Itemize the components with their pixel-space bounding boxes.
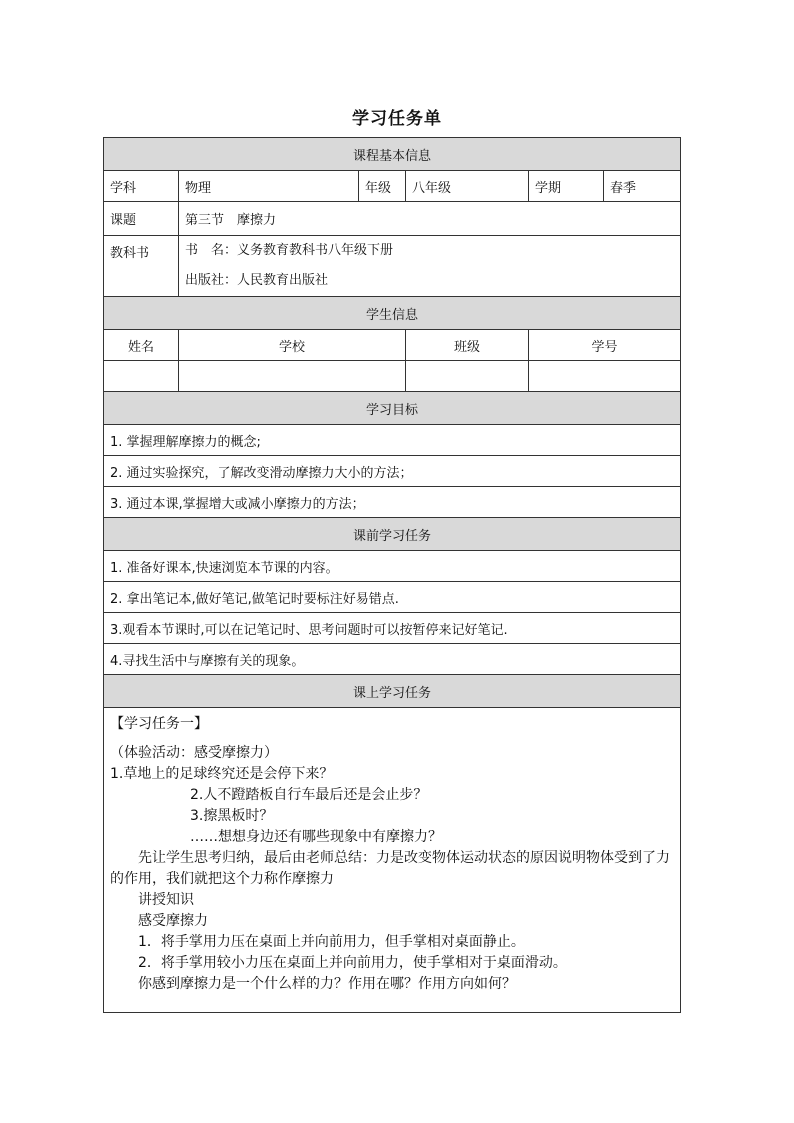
pre-class-row bbox=[104, 582, 681, 613]
pre-class-row bbox=[104, 551, 681, 582]
task-title: 【学习任务一】 bbox=[110, 716, 208, 732]
question-1: 1.草地上的足球终究还是会停下来？ bbox=[110, 766, 334, 782]
question-2: 2.人不蹬踏板自行车最后还是会止步？ bbox=[190, 787, 428, 803]
goal-row bbox=[104, 425, 681, 456]
topic-row bbox=[104, 202, 681, 236]
step-1: 1．将手掌用力压在桌面上并向前用力，但手掌相对桌面静止。 bbox=[138, 934, 525, 950]
textbook-name: 书 名：义务教育教科书八年级下册 bbox=[185, 243, 394, 258]
pre-class-item: 4.寻找生活中与摩擦有关的现象。 bbox=[104, 644, 681, 675]
student-input-row bbox=[104, 361, 681, 392]
summary-paragraph: 先让学生思考归纳，最后由老师总结：力是改变物体运动状态的原因说明物体受到了力的作用，我们就把这个力称作摩擦力 bbox=[110, 850, 670, 887]
pre-class-header: 课前学习任务 bbox=[104, 518, 681, 551]
name-column-header: 姓名 bbox=[104, 330, 179, 361]
course-info-header-row bbox=[104, 138, 681, 171]
topic-value: 第三节 摩擦力 bbox=[179, 202, 681, 236]
grade-label: 年级 bbox=[359, 171, 406, 202]
subject-label: 学科 bbox=[104, 171, 179, 202]
textbook-row bbox=[104, 236, 681, 297]
textbook-info bbox=[179, 236, 681, 297]
activity-label: （体验活动：感受摩擦力） bbox=[110, 745, 278, 761]
topic-label: 课题 bbox=[104, 202, 179, 236]
student-id-column-header: 学号 bbox=[529, 330, 681, 361]
subject-value: 物理 bbox=[179, 171, 359, 202]
document-title: 学习任务单 bbox=[352, 109, 442, 129]
goals-header: 学习目标 bbox=[104, 392, 681, 425]
pre-class-header-row bbox=[104, 518, 681, 551]
term-label: 学期 bbox=[529, 171, 604, 202]
subject-row bbox=[104, 171, 681, 202]
term-value: 春季 bbox=[604, 171, 681, 202]
school-column-header: 学校 bbox=[179, 330, 406, 361]
goal-item: 1. 掌握理解摩擦力的概念; bbox=[104, 425, 681, 456]
step-2: 2．将手掌用较小力压在桌面上并向前用力，使手掌相对于桌面滑动。 bbox=[138, 955, 567, 971]
name-cell[interactable] bbox=[104, 361, 179, 392]
goals-header-row bbox=[104, 392, 681, 425]
question-4: ……想想身边还有哪些现象中有摩擦力？ bbox=[190, 829, 442, 845]
student-info-header-row bbox=[104, 297, 681, 330]
textbook-publisher: 出版社：人民教育出版社 bbox=[185, 273, 329, 288]
goal-row bbox=[104, 487, 681, 518]
student-id-cell[interactable] bbox=[529, 361, 681, 392]
in-class-content bbox=[104, 708, 681, 1013]
school-cell[interactable] bbox=[179, 361, 406, 392]
question-3: 3.擦黑板时？ bbox=[190, 808, 274, 824]
feel-label: 感受摩擦力 bbox=[138, 913, 208, 929]
pre-class-row bbox=[104, 644, 681, 675]
grade-value: 八年级 bbox=[406, 171, 529, 202]
class-column-header: 班级 bbox=[406, 330, 529, 361]
in-class-header: 课上学习任务 bbox=[104, 675, 681, 708]
task-sheet-table bbox=[103, 137, 681, 1013]
pre-class-item: 2. 拿出笔记本,做好笔记,做笔记时要标注好易错点. bbox=[104, 582, 681, 613]
goal-row bbox=[104, 456, 681, 487]
reflection-question: 你感到摩擦力是一个什么样的力？作用在哪？作用方向如何？ bbox=[138, 976, 516, 992]
goal-item: 2. 通过实验探究，了解改变滑动摩擦力大小的方法； bbox=[104, 456, 681, 487]
student-info-header: 学生信息 bbox=[104, 297, 681, 330]
student-columns-row bbox=[104, 330, 681, 361]
pre-class-item: 3.观看本节课时,可以在记笔记时、思考问题时可以按暂停来记好笔记. bbox=[104, 613, 681, 644]
in-class-header-row bbox=[104, 675, 681, 708]
pre-class-item: 1. 准备好课本,快速浏览本节课的内容。 bbox=[104, 551, 681, 582]
class-cell[interactable] bbox=[406, 361, 529, 392]
pre-class-row bbox=[104, 613, 681, 644]
teach-label: 讲授知识 bbox=[138, 892, 194, 908]
in-class-content-row bbox=[104, 708, 681, 1013]
textbook-label: 教科书 bbox=[104, 236, 179, 297]
goal-item: 3. 通过本课,掌握增大或减小摩擦力的方法； bbox=[104, 487, 681, 518]
course-info-header: 课程基本信息 bbox=[104, 138, 681, 171]
